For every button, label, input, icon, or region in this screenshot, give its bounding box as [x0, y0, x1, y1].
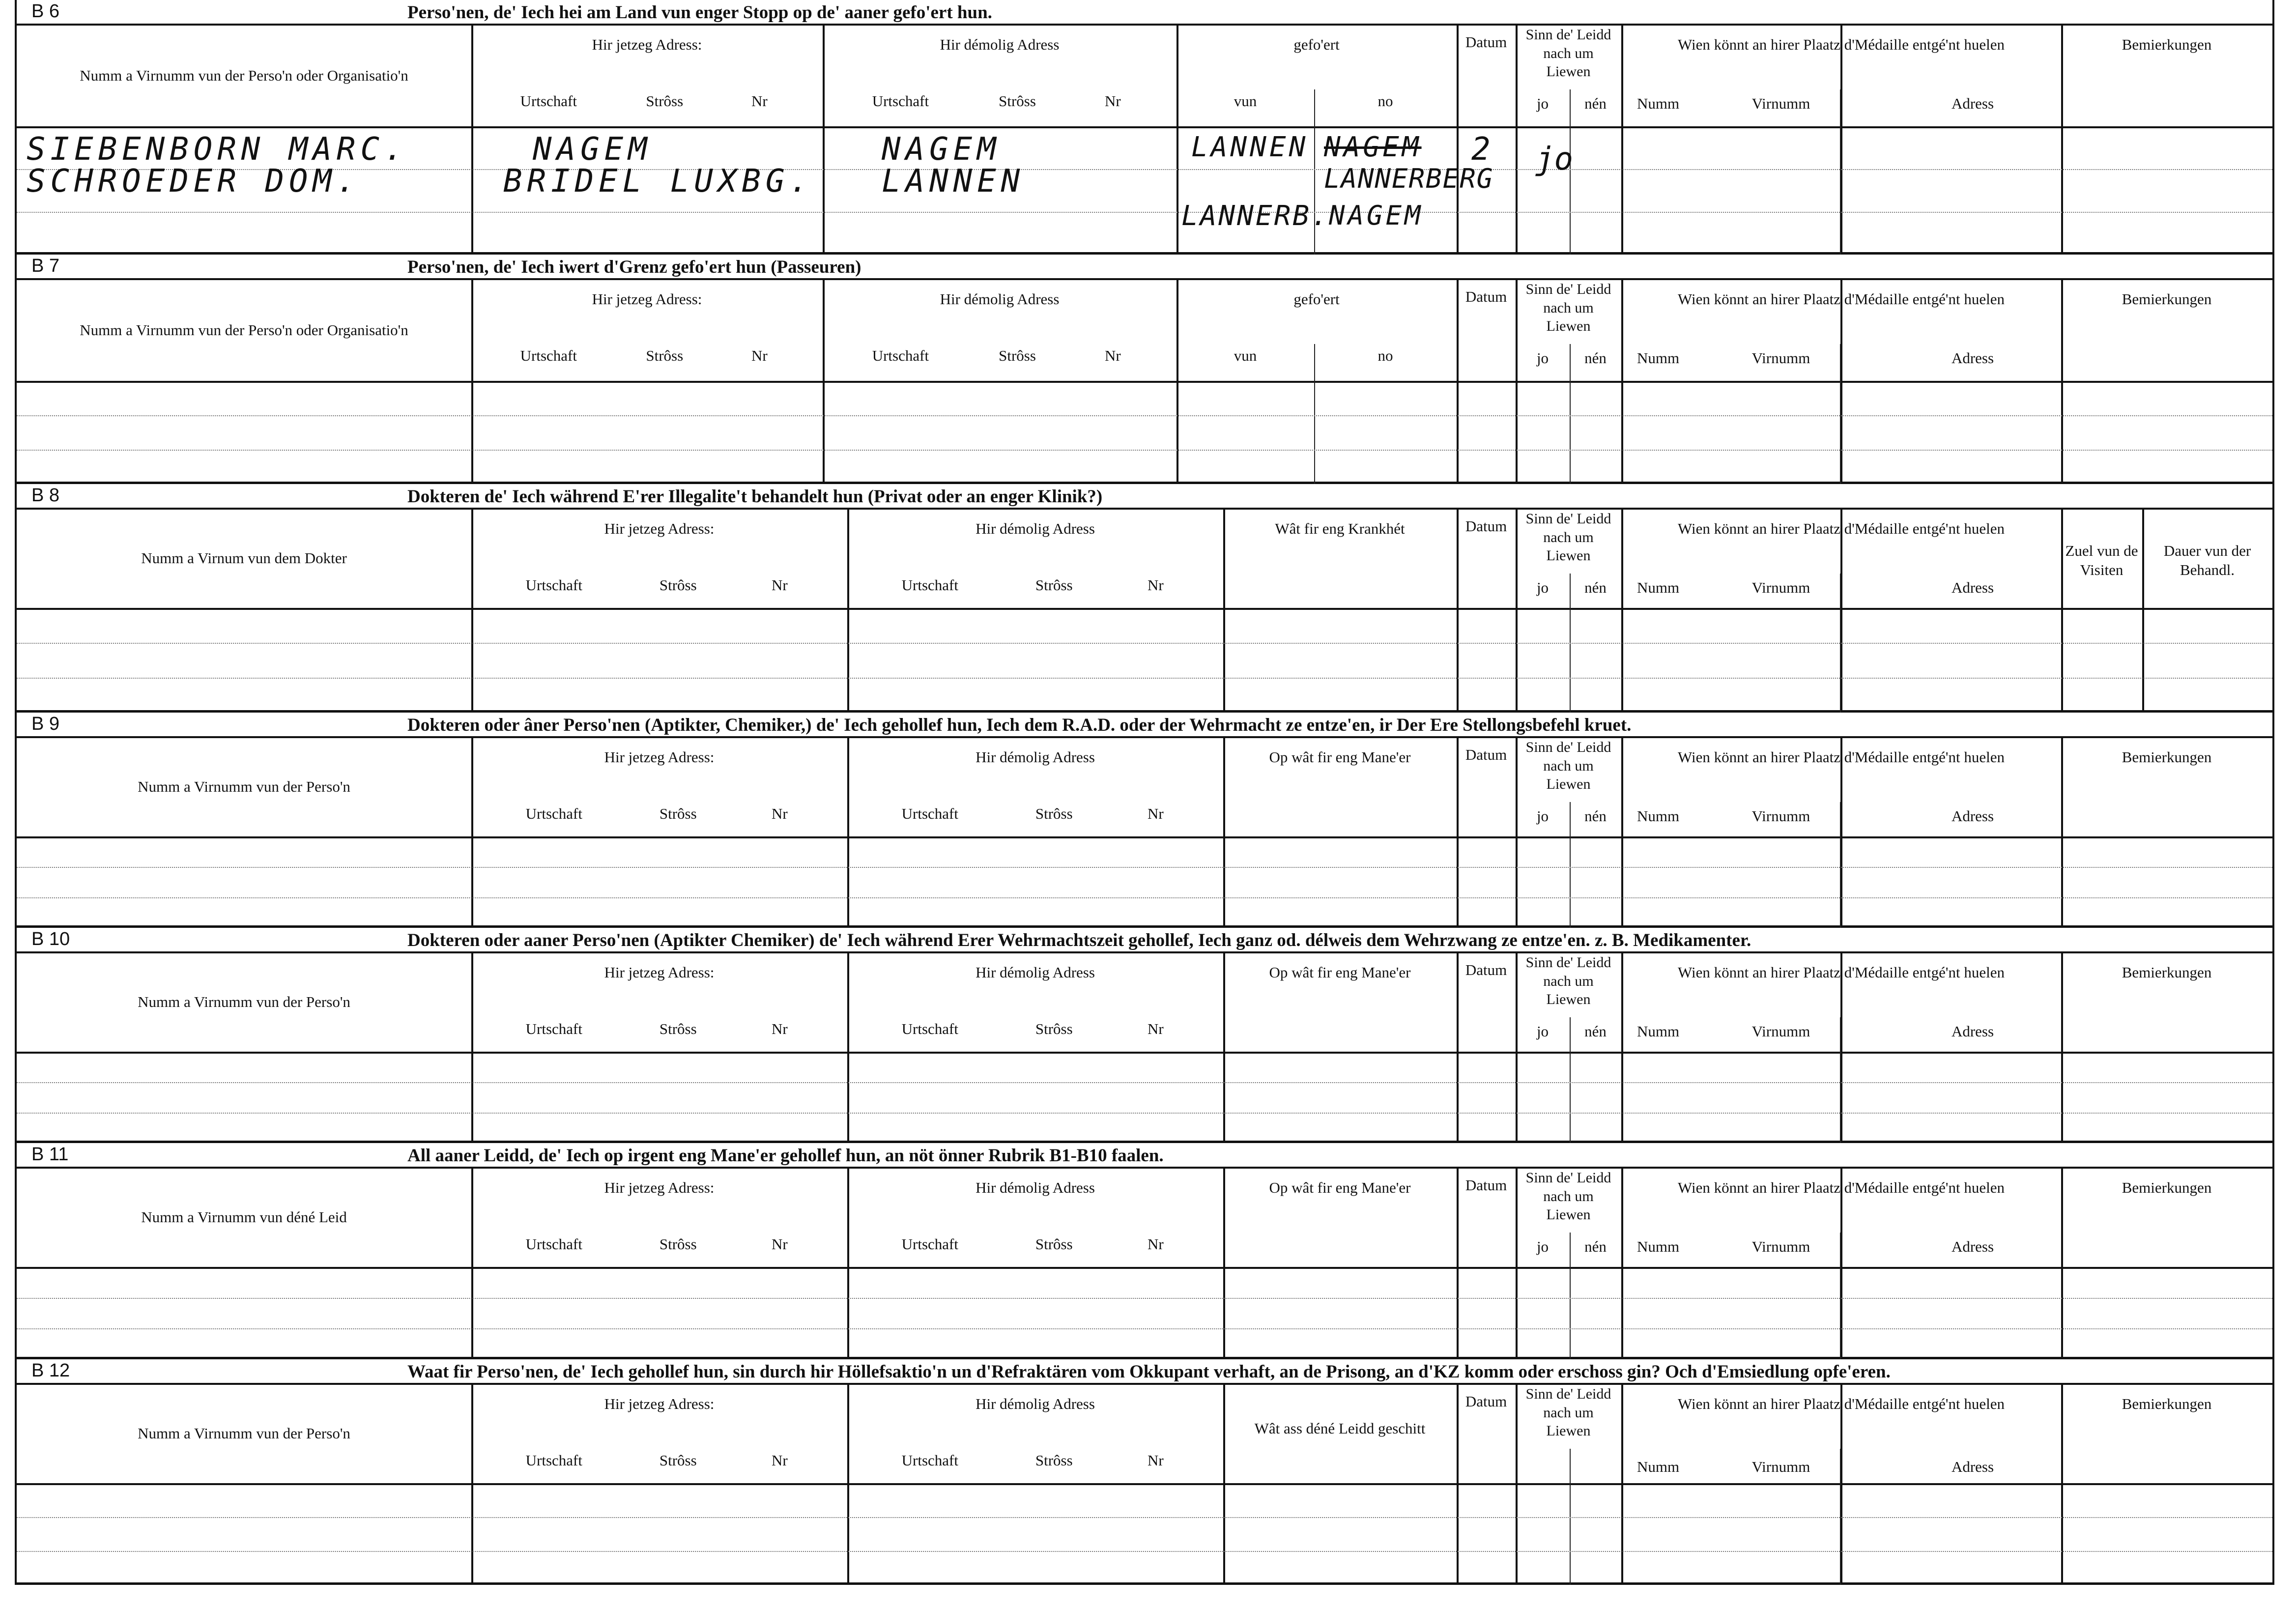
handwritten-address: NAGEM [882, 131, 1001, 168]
entry-line [17, 1298, 2272, 1299]
current-address-header: Hir jetzeg Adress: [592, 290, 702, 308]
entry-line [17, 1082, 2272, 1083]
medal-firstname: Virnumm [1751, 1023, 1810, 1040]
handwritten-alive: jo [1535, 141, 1574, 177]
form-sheet [15, 0, 2274, 1585]
date-header: Datum [1465, 33, 1507, 51]
alive-header: Sinn de' Leidd nach um Liewen [1525, 281, 1611, 334]
section-title: Dokteren oder âner Perso'nen (Aptikter, Chemiker,) de' Iech gehollef hun, Iech dem R.A.D. oder der Wehrmacht ze entze'en, ir Der Ere Stellongsbefehl kruet. [407, 715, 1632, 735]
entry-line [17, 1517, 2272, 1518]
remarks-header: Bemierkungen [2122, 290, 2212, 308]
section-header [17, 484, 2272, 510]
medal-name: Numm [1636, 1023, 1680, 1040]
section-id: B 9 [31, 714, 60, 734]
former-address-header: Hir démolig Adress [940, 36, 1060, 53]
entry-line [17, 1113, 2272, 1114]
current-address-header: Hir jetzeg Adress: [604, 748, 715, 766]
medal-divider [1840, 1017, 1841, 1143]
section-table [17, 738, 2272, 928]
column-divider [471, 510, 473, 713]
alive-no: nén [1584, 349, 1607, 367]
alive-header: Sinn de' Leidd nach um Liewen [1525, 1170, 1611, 1223]
handwritten-address: BRIDEL LUXBG. [503, 163, 813, 200]
section-b7 [17, 255, 2272, 484]
column-divider [1177, 26, 1178, 255]
section-table [17, 26, 2272, 255]
medal-header: Wien könnt an hirer Plaatz d'Médaille entgé'nt huelen [1677, 748, 2005, 766]
address-subheader: Urtschaft [901, 1235, 958, 1253]
medal-divider [1840, 1233, 1841, 1359]
column-divider [1457, 1169, 1459, 1359]
section-table [17, 953, 2272, 1143]
address-subheader: Nr [771, 576, 788, 594]
address-subheader: Strôss [1035, 1452, 1073, 1469]
entry-line [17, 1551, 2272, 1552]
former-address-header: Hir démolig Adress [940, 290, 1060, 308]
handwritten-date: 2 [1471, 131, 1491, 168]
alive-header: Sinn de' Leidd nach um Liewen [1525, 739, 1611, 792]
column-divider [1457, 510, 1459, 713]
alive-yes: jo [1536, 579, 1549, 596]
medal-address: Adress [1951, 807, 1994, 825]
column-divider [2061, 26, 2063, 255]
alive-no: nén [1584, 1238, 1607, 1255]
handwritten-to: LANNERBERG [1324, 163, 1494, 194]
alive-header: Sinn de' Leidd nach um Liewen [1525, 954, 1611, 1007]
medal-header: Wien könnt an hirer Plaatz d'Médaille entgé'nt huelen [1677, 36, 2005, 53]
handwritten-to: NAGEM [1329, 200, 1424, 231]
address-subheader: Urtschaft [525, 1235, 582, 1253]
date-header: Datum [1465, 746, 1507, 763]
section-title: Perso'nen, de' Iech iwert d'Grenz gefo'ert hun (Passeuren) [407, 257, 861, 277]
section-title: All aaner Leidd, de' Iech op irgent eng Mane'er gehollef hun, an nöt önner Rubrik B1-B10 faalen. [407, 1146, 1164, 1166]
column3-header: gefo'ert [1293, 36, 1340, 53]
address-subheader: Urtschaft [872, 347, 929, 364]
address-subheader: Nr [771, 1452, 788, 1469]
address-subheader: Strôss [999, 347, 1036, 364]
medal-name: Numm [1636, 1458, 1680, 1475]
section-table [17, 1169, 2272, 1359]
section-title: Perso'nen, de' Iech hei am Land vun enger Stopp op de' aaner gefo'ert hun. [407, 2, 992, 23]
name-header: Numm a Virnumm vun der Perso'n [138, 993, 350, 1010]
address-subheader: Strôss [1035, 805, 1073, 822]
column-divider [1516, 510, 1518, 713]
handwritten-from: LANNEN [1191, 131, 1309, 163]
address-subheader: Strôss [646, 92, 684, 110]
medal-firstname: Virnumm [1751, 1238, 1810, 1255]
section-title: Waat fir Perso'nen, de' Iech gehollef hun, sin durch hir Höllefsaktio'n un d'Refraktären vom Okkupant verhaft, an de Prisong, an d'KZ komm oder erschoss gin? Och d'Emsiedlung opfe'eren. [407, 1362, 1891, 1382]
section-header [17, 1143, 2272, 1169]
medal-firstname: Virnumm [1751, 579, 1810, 596]
entry-line [17, 415, 2272, 416]
column-divider [1621, 510, 1623, 713]
address-subheader: Nr [751, 92, 768, 110]
medal-address: Adress [1951, 579, 1994, 596]
name-header: Numm a Virnum vun dem Dokter [141, 549, 347, 567]
address-subheader: Urtschaft [901, 805, 958, 822]
alive-yes: jo [1536, 1238, 1549, 1255]
address-subheader: Strôss [999, 92, 1036, 110]
address-subheader: Urtschaft [525, 576, 582, 594]
former-address-header: Hir démolig Adress [976, 964, 1095, 981]
medal-address: Adress [1951, 1238, 1994, 1255]
header-divider [17, 126, 2272, 128]
section-header [17, 713, 2272, 738]
medal-name: Numm [1636, 95, 1680, 112]
section-header [17, 0, 2272, 26]
column-divider [1223, 510, 1225, 713]
remarks-header: Bemierkungen [2122, 1179, 2212, 1196]
address-subheader: Strôss [659, 805, 697, 822]
handwritten-from: LANNERB. [1181, 200, 1330, 232]
section-b12 [17, 1359, 2272, 1585]
date-header: Datum [1465, 517, 1507, 535]
section-header [17, 255, 2272, 280]
column-divider [1516, 738, 1518, 928]
entry-line [17, 450, 2272, 451]
treatment-duration-header: Dauer vun der Behandl. [2163, 542, 2251, 578]
date-header: Datum [1465, 961, 1507, 978]
medal-name: Numm [1636, 1238, 1680, 1255]
column-divider [847, 510, 849, 713]
section-id: B 11 [31, 1144, 69, 1165]
entry-line [17, 678, 2272, 679]
address-subheader: Strôss [1035, 1235, 1073, 1253]
to-subheader: no [1378, 92, 1393, 110]
name-header: Numm a Virnumm vun der Perso'n oder Organisatio'n [80, 66, 408, 84]
address-subheader: Nr [1105, 92, 1121, 110]
alive-no: nén [1584, 807, 1607, 825]
section-id: B 7 [31, 256, 60, 276]
medal-firstname: Virnumm [1751, 807, 1810, 825]
section-header [17, 1359, 2272, 1385]
name-header: Numm a Virnumm vun der Perso'n [138, 1425, 350, 1442]
address-subheader: Urtschaft [525, 1452, 582, 1469]
column-divider [471, 26, 473, 255]
section-id: B 10 [31, 929, 70, 949]
visits-header: Zuel vun de Visiten [2065, 542, 2138, 578]
column3-header: gefo'ert [1293, 290, 1340, 308]
column-divider [1516, 26, 1518, 255]
column-divider [1621, 26, 1623, 255]
column-divider [2061, 510, 2063, 713]
section-id: B 6 [31, 1, 60, 22]
current-address-header: Hir jetzeg Adress: [604, 964, 715, 981]
address-subheader: Urtschaft [901, 1020, 958, 1037]
address-subheader: Strôss [659, 1020, 697, 1037]
medal-divider [1840, 344, 1841, 484]
column3-header: Op wât fir eng Mane'er [1269, 964, 1411, 981]
section-b8 [17, 484, 2272, 713]
section-table [17, 510, 2272, 713]
alive-yes: jo [1536, 807, 1549, 825]
current-address-header: Hir jetzeg Adress: [604, 1395, 715, 1412]
entry-line [17, 867, 2272, 868]
column-divider [2142, 510, 2144, 713]
address-subheader: Urtschaft [520, 92, 577, 110]
remarks-header: Bemierkungen [2122, 748, 2212, 766]
from-subheader: vun [1234, 347, 1257, 364]
handwritten-name: SCHROEDER DOM. [27, 163, 361, 200]
column-divider [1457, 953, 1459, 1143]
address-subheader: Nr [771, 805, 788, 822]
address-subheader: Strôss [659, 576, 697, 594]
address-subheader: Urtschaft [525, 1020, 582, 1037]
column3-header: Op wât fir eng Mane'er [1269, 1179, 1411, 1196]
address-subheader: Urtschaft [525, 805, 582, 822]
name-header: Numm a Virnumm vun déné Leid [141, 1208, 347, 1226]
column-divider [1457, 738, 1459, 928]
handwritten-address: NAGEM [533, 131, 652, 168]
medal-address: Adress [1951, 349, 1994, 367]
address-subheader: Nr [1147, 1235, 1164, 1253]
remarks-header: Bemierkungen [2122, 1395, 2212, 1412]
column3-header: Op wât fir eng Mane'er [1269, 748, 1411, 766]
alive-header: Sinn de' Leidd nach um Liewen [1525, 511, 1611, 564]
column-divider [1457, 26, 1459, 255]
column-divider [1516, 953, 1518, 1143]
medal-address: Adress [1951, 1458, 1994, 1475]
medal-divider [1840, 89, 1841, 255]
section-title: Dokteren oder aaner Perso'nen (Aptikter Chemiker) de' Iech während Erer Wehrmachtszeit gehollef, Iech ganz od. délweis dem Wehrzwang ze entze'en. z. B. Medikamenter. [407, 930, 1751, 950]
date-header: Datum [1465, 1393, 1507, 1410]
medal-name: Numm [1636, 349, 1680, 367]
to-subheader: no [1378, 347, 1393, 364]
medal-firstname: Virnumm [1751, 349, 1810, 367]
alive-header: Sinn de' Leidd nach um Liewen [1525, 27, 1611, 80]
address-subheader: Nr [771, 1235, 788, 1253]
remarks-header: Bemierkungen [2122, 36, 2212, 53]
handwritten-to-struck: NAGEM [1324, 131, 1422, 163]
address-subheader: Nr [771, 1020, 788, 1037]
entry-line [17, 212, 2272, 213]
alive-yes: jo [1536, 1023, 1549, 1040]
handwritten-name: SIEBENBORN MARC. [27, 131, 408, 168]
alive-no: nén [1584, 1023, 1607, 1040]
entry-line [17, 897, 2272, 898]
header-divider [17, 1052, 2272, 1054]
medal-header: Wien könnt an hirer Plaatz d'Médaille entgé'nt huelen [1677, 1179, 2005, 1196]
section-id: B 8 [31, 485, 60, 506]
section-table [17, 1385, 2272, 1585]
alive-no: nén [1584, 579, 1607, 596]
current-address-header: Hir jetzeg Adress: [604, 520, 715, 537]
address-subheader: Nr [1147, 576, 1164, 594]
address-subheader: Urtschaft [872, 92, 929, 110]
remarks-header: Bemierkungen [2122, 964, 2212, 981]
date-header: Datum [1465, 1176, 1507, 1194]
address-subheader: Urtschaft [901, 1452, 958, 1469]
medal-address: Adress [1951, 1023, 1994, 1040]
header-divider [17, 836, 2272, 838]
former-address-header: Hir démolig Adress [976, 1395, 1095, 1412]
address-subheader: Strôss [1035, 576, 1073, 594]
address-subheader: Nr [1147, 805, 1164, 822]
entry-line [17, 643, 2272, 644]
address-subheader: Urtschaft [901, 576, 958, 594]
name-header: Numm a Virnumm vun der Perso'n [138, 778, 350, 795]
medal-divider [1840, 802, 1841, 928]
address-subheader: Nr [1147, 1452, 1164, 1469]
address-subheader: Strôss [1035, 1020, 1073, 1037]
medal-header: Wien könnt an hirer Plaatz d'Médaille entgé'nt huelen [1677, 1395, 2005, 1412]
alive-yes: jo [1536, 95, 1549, 112]
medal-name: Numm [1636, 807, 1680, 825]
address-subheader: Strôss [659, 1235, 697, 1253]
entry-line [17, 1328, 2272, 1329]
header-divider [17, 608, 2272, 610]
medal-name: Numm [1636, 579, 1680, 596]
medal-firstname: Virnumm [1751, 95, 1810, 112]
section-b11 [17, 1143, 2272, 1359]
former-address-header: Hir démolig Adress [976, 1179, 1095, 1196]
section-id: B 12 [31, 1360, 70, 1381]
column-divider [1516, 1169, 1518, 1359]
address-subheader: Strôss [659, 1452, 697, 1469]
address-subheader: Urtschaft [520, 347, 577, 364]
handwritten-address: LANNEN [882, 163, 1025, 200]
alive-yes: jo [1536, 349, 1549, 367]
section-title: Dokteren de' Iech während E'rer Illegalite't behandelt hun (Privat oder an enger Klinik?) [407, 487, 1103, 507]
alive-header: Sinn de' Leidd nach um Liewen [1525, 1386, 1611, 1439]
header-divider [17, 381, 2272, 383]
address-subheader: Strôss [646, 347, 684, 364]
medal-header: Wien könnt an hirer Plaatz d'Médaille entgé'nt huelen [1677, 520, 2005, 537]
date-header: Datum [1465, 288, 1507, 305]
address-subheader: Nr [1147, 1020, 1164, 1037]
medal-header: Wien könnt an hirer Plaatz d'Médaille entgé'nt huelen [1677, 964, 2005, 981]
medal-header: Wien könnt an hirer Plaatz d'Médaille entgé'nt huelen [1677, 290, 2005, 308]
column3-header: Wât ass déné Leidd geschitt [1254, 1420, 1426, 1437]
section-b10 [17, 928, 2272, 1143]
address-subheader: Nr [751, 347, 768, 364]
medal-address: Adress [1951, 95, 1994, 112]
alive-no: nén [1584, 95, 1607, 112]
from-subheader: vun [1234, 92, 1257, 110]
header-divider [17, 1483, 2272, 1485]
header-divider [17, 1267, 2272, 1269]
column-divider [823, 26, 825, 255]
section-header [17, 928, 2272, 953]
former-address-header: Hir démolig Adress [976, 520, 1095, 537]
section-b6 [17, 0, 2272, 255]
current-address-header: Hir jetzeg Adress: [592, 36, 702, 53]
section-table [17, 280, 2272, 484]
former-address-header: Hir démolig Adress [976, 748, 1095, 766]
current-address-header: Hir jetzeg Adress: [604, 1179, 715, 1196]
address-subheader: Nr [1105, 347, 1121, 364]
column3-header: Wât fir eng Krankhét [1275, 520, 1405, 537]
medal-firstname: Virnumm [1751, 1458, 1810, 1475]
name-header: Numm a Virnumm vun der Perso'n oder Organisatio'n [80, 321, 408, 339]
section-b9 [17, 713, 2272, 928]
